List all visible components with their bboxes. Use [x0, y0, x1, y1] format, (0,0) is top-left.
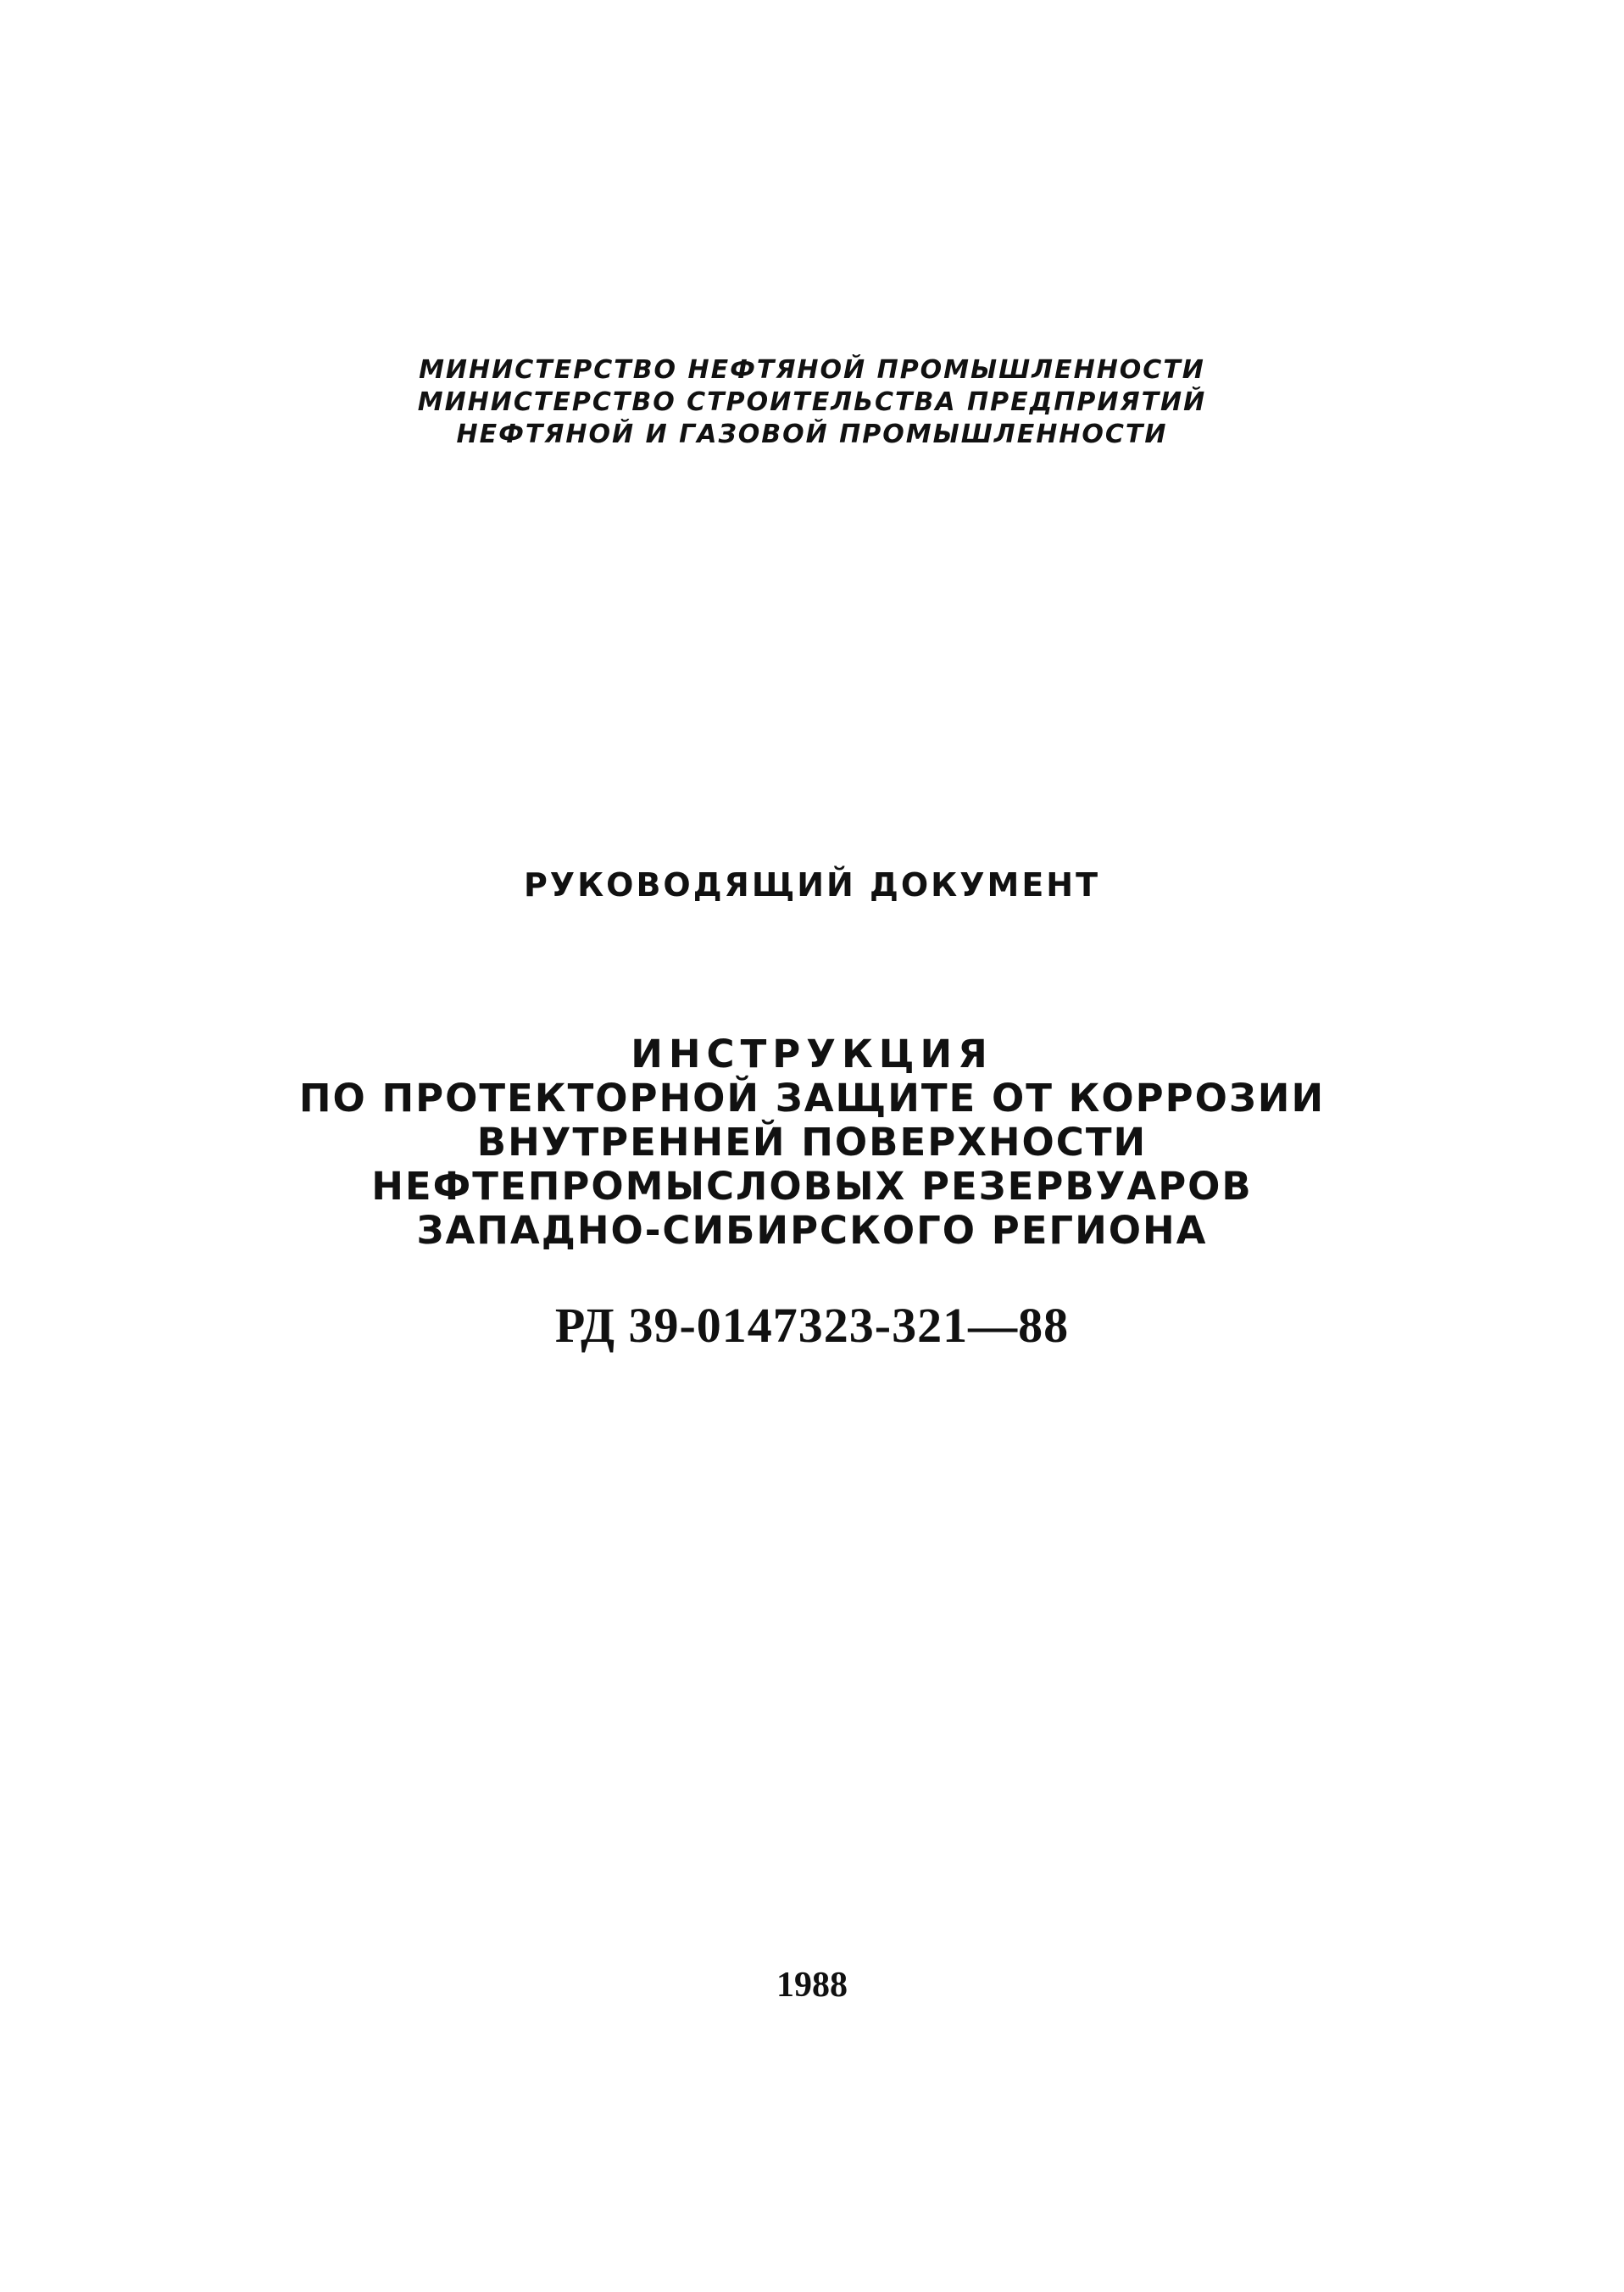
- title-line-1: ПО ПРОТЕКТОРНОЙ ЗАЩИТЕ ОТ КОРРОЗИИ: [298, 1076, 1326, 1121]
- document-type: РУКОВОДЯЩИЙ ДОКУМЕНТ: [523, 866, 1101, 904]
- document-code: РД 39-0147323-321—88: [554, 1298, 1070, 1353]
- title-line-4: ЗАПАДНО-СИБИРСКОГО РЕГИОНА: [416, 1208, 1208, 1253]
- title-line-3: НЕФТЕПРОМЫСЛОВЫХ РЕЗЕРВУАРОВ: [371, 1164, 1253, 1209]
- title-heading: ИНСТРУКЦИЯ: [631, 1032, 993, 1076]
- ministries-header: [0, 354, 1624, 451]
- title-line-2: ВНУТРЕННЕЙ ПОВЕРХНОСТИ: [476, 1120, 1148, 1165]
- publication-year: 1988: [776, 1966, 848, 2005]
- document-title: [0, 1032, 1624, 1253]
- ministry-line-1: МИНИСТЕРСТВО НЕФТЯНОЙ ПРОМЫШЛЕННОСТИ: [419, 355, 1205, 385]
- ministry-line-3: НЕФТЯНОЙ И ГАЗОВОЙ ПРОМЫШЛЕННОСТИ: [456, 420, 1168, 449]
- ministry-line-2: МИНИСТЕРСТВО СТРОИТЕЛЬСТВА ПРЕДПРИЯТИЙ: [417, 387, 1207, 417]
